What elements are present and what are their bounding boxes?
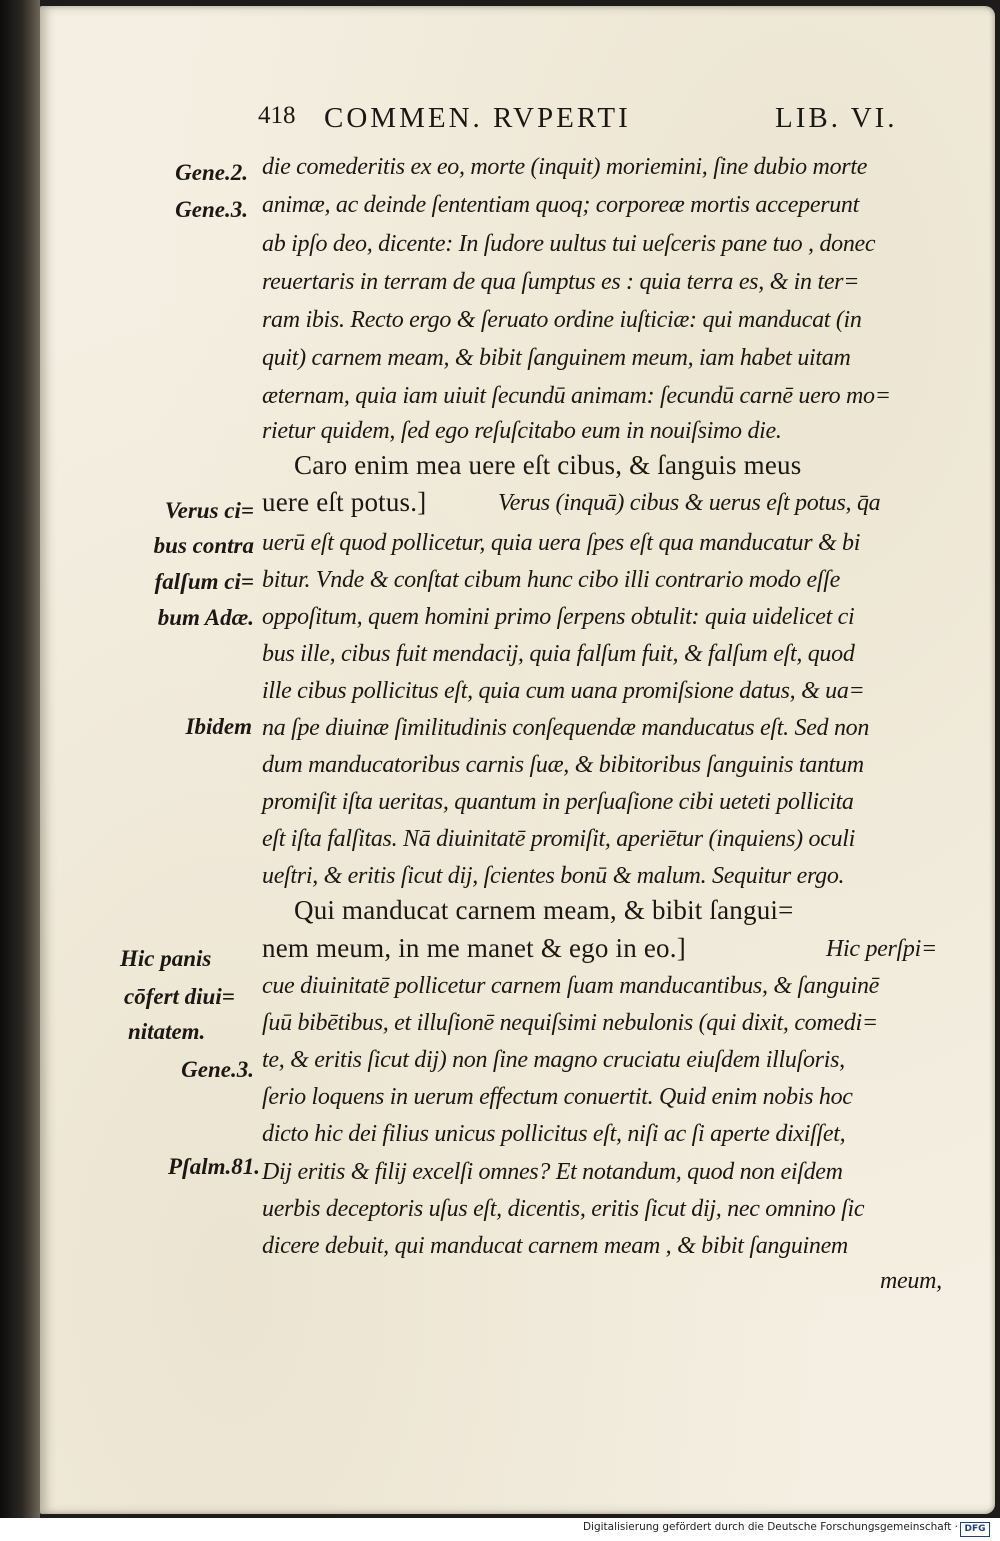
body-line: eſt iſta falſitas. Nā diuinitatē promiſit, aperiētur (inquiens) oculi bbox=[262, 826, 856, 852]
margin-note: cōfert diui= bbox=[124, 984, 235, 1009]
body-line: rietur quidem, ſed ego reſuſcitabo eum in nouiſsimo die. bbox=[262, 418, 782, 444]
margin-note: Verus ci= bbox=[164, 498, 254, 523]
body-line: ueſtri, & eritis ſicut dij, ſcientes bonū & malum. Sequitur ergo. bbox=[262, 863, 845, 889]
body-line: ſerio loquens in uerum effectum conuertit. Quid enim nobis hoc bbox=[262, 1084, 853, 1110]
body-line: na ſpe diuinæ ſimilitudinis conſequendæ manducatus eſt. Sed non bbox=[262, 715, 870, 741]
margin-note: bum Adæ. bbox=[157, 605, 254, 630]
margin-note: Pſalm.81. bbox=[168, 1154, 260, 1179]
scripture-lemma: uere eſt potus.] bbox=[262, 487, 427, 517]
margin-note: Gene.3. bbox=[181, 1057, 254, 1082]
book-number: LIB. VI. bbox=[775, 102, 898, 134]
body-line: reuertaris in terram de qua ſumptus es : quia terra es, & in ter= bbox=[262, 269, 860, 295]
body-line: quit) carnem meam, & bibit ſanguinem meum, iam habet uitam bbox=[262, 345, 851, 371]
body-line: Verus (inquā) cibus & uerus eſt potus, q̄a bbox=[498, 490, 881, 516]
body-line: Dij eritis & filij excelſi omnes? Et notandum, quod non eiſdem bbox=[262, 1159, 843, 1185]
scripture-lemma: nem meum, in me manet & ego in eo.] bbox=[262, 933, 686, 963]
margin-note: nitatem. bbox=[128, 1019, 206, 1044]
margin-note: Gene.3. bbox=[175, 197, 248, 222]
body-line: promiſit iſta ueritas, quantum in perſuaſione cibi ueteti pollicita bbox=[262, 789, 854, 815]
body-line: dum manducatoribus carnis ſuæ, & bibitoribus ſanguinis tantum bbox=[262, 752, 864, 778]
body-line: cue diuinitatē pollicetur carnem ſuam manducantibus, & ſanguinē bbox=[262, 973, 880, 999]
body-line: dicto hic dei filius unicus pollicitus eſt, niſi ac ſi aperte dixiſſet, bbox=[262, 1121, 846, 1147]
body-line: animæ, ac deinde ſententiam quoq; corporeæ mortis acceperunt bbox=[262, 192, 860, 218]
margin-note: bus contra bbox=[153, 533, 254, 558]
body-line: Hic perſpi= bbox=[826, 936, 937, 962]
scripture-lemma: Qui manducat carnem meam, & bibit ſangui= bbox=[294, 895, 794, 925]
body-line: uerbis deceptoris uſus eſt, dicentis, eritis ſicut dij, nec omnino ſic bbox=[262, 1196, 865, 1222]
body-line: dicere debuit, qui manducat carnem meam , & bibit ſanguinem bbox=[262, 1233, 848, 1259]
margin-note: Ibidem bbox=[185, 714, 252, 739]
body-line: bitur. Vnde & conſtat cibum hunc cibo illi contrario modo eſſe bbox=[262, 567, 840, 593]
running-title: COMMEN. RVPERTI bbox=[324, 102, 631, 134]
body-line: te, & eritis ſicut dij) non ſine magno cruciatu eiuſdem illuſoris, bbox=[262, 1047, 845, 1073]
page-number: 418 bbox=[258, 102, 296, 129]
body-line: æternam, quia iam uiuit ſecundū animam: ſecundū carnē uero mo= bbox=[262, 383, 891, 409]
body-line: oppoſitum, quem homini primo ſerpens obtulit: quia uidelicet ci bbox=[262, 604, 855, 630]
margin-note: falſum ci= bbox=[154, 569, 254, 594]
body-line: ille cibus pollicitus eſt, quia cum uana promiſsione datus, & ua= bbox=[262, 678, 865, 704]
body-line: ram ibis. Recto ergo & ſeruato ordine iuſticiæ: qui manducat (in bbox=[262, 307, 862, 333]
dfg-logo: DFG bbox=[960, 1522, 990, 1537]
margin-note: Gene.2. bbox=[175, 160, 248, 185]
scripture-lemma: Caro enim mea uere eſt cibus, & ſanguis meus bbox=[294, 450, 802, 480]
margin-note: Hic panis bbox=[120, 946, 212, 971]
catchword: meum, bbox=[880, 1268, 942, 1294]
body-line: ab ipſo deo, dicente: In ſudore uultus tui ueſceris pane tuo , donec bbox=[262, 231, 876, 257]
digitization-credit: Digitalisierung gefördert durch die Deutsche Forschungsgemeinschaft · bbox=[582, 1521, 958, 1533]
body-line: uerū eſt quod pollicetur, quia uera ſpes eſt qua manducatur & bi bbox=[262, 530, 861, 556]
book-gutter bbox=[0, 0, 40, 1518]
body-line: ſuū bibētibus, et illuſionē nequiſsimi nebulonis (qui dixit, comedi= bbox=[262, 1010, 878, 1036]
body-line: bus ille, cibus fuit mendacij, quia falſum fuit, & falſum eſt, quod bbox=[262, 641, 855, 667]
body-line: die comederitis ex eo, morte (inquit) moriemini, ſine dubio morte bbox=[262, 154, 868, 180]
